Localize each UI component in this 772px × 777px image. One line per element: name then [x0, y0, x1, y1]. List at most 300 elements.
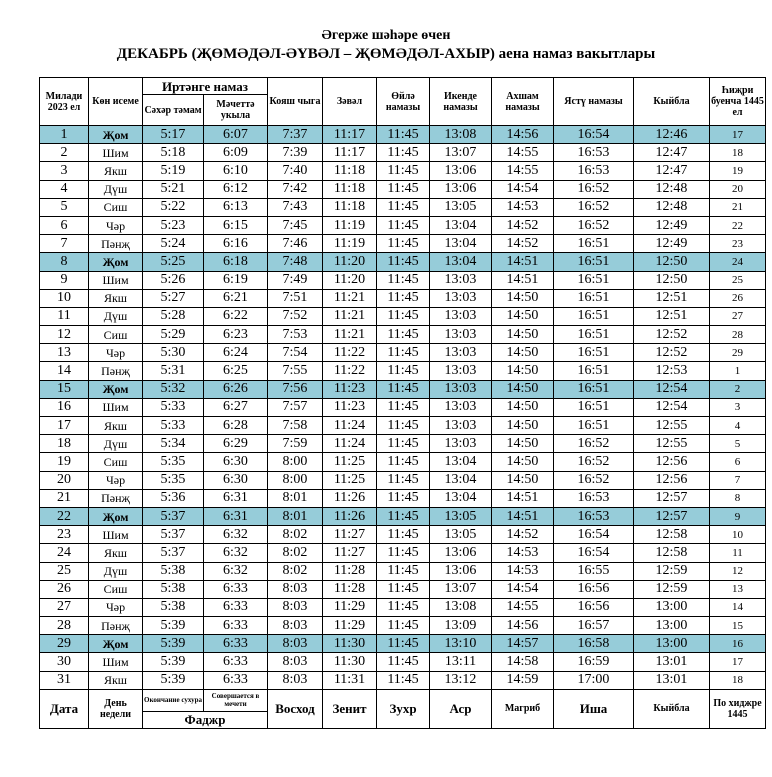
hijri-cell: 21: [710, 198, 766, 216]
date-cell: 1: [40, 126, 89, 144]
qibla-cell: 13:01: [634, 653, 710, 671]
sunrise-cell: 7:49: [268, 271, 323, 289]
day-cell: Пәнҗ: [89, 489, 143, 507]
day-cell: Дүш: [89, 180, 143, 198]
dhuhr-cell: 11:45: [377, 198, 430, 216]
day-cell: Чәр: [89, 344, 143, 362]
col-morning-group-header: Иртәнге намаз: [143, 78, 268, 95]
sunrise-cell: 7:46: [268, 235, 323, 253]
hijri-cell: 14: [710, 598, 766, 616]
mosque-cell: 6:33: [204, 635, 268, 653]
sahar-cell: 5:26: [143, 271, 204, 289]
mosque-cell: 6:33: [204, 671, 268, 689]
sunrise-cell: 8:03: [268, 635, 323, 653]
sunrise-cell: 8:03: [268, 671, 323, 689]
sunrise-cell: 8:03: [268, 653, 323, 671]
dhuhr-cell: 11:45: [377, 307, 430, 325]
dhuhr-cell: 11:45: [377, 398, 430, 416]
qibla-cell: 12:46: [634, 126, 710, 144]
asr-cell: 13:04: [430, 489, 492, 507]
qibla-cell: 12:47: [634, 144, 710, 162]
isha-cell: 16:52: [554, 435, 634, 453]
mosque-cell: 6:18: [204, 253, 268, 271]
asr-cell: 13:03: [430, 289, 492, 307]
hijri-cell: 19: [710, 162, 766, 180]
maghrib-cell: 14:51: [492, 271, 554, 289]
qibla-cell: 12:52: [634, 326, 710, 344]
dhuhr-cell: 11:45: [377, 235, 430, 253]
isha-cell: 16:51: [554, 271, 634, 289]
asr-cell: 13:06: [430, 544, 492, 562]
sahar-cell: 5:34: [143, 435, 204, 453]
hijri-cell: 7: [710, 471, 766, 489]
date-cell: 18: [40, 435, 89, 453]
maghrib-cell: 14:59: [492, 671, 554, 689]
day-cell: Шим: [89, 526, 143, 544]
sahar-cell: 5:38: [143, 580, 204, 598]
mosque-cell: 6:27: [204, 398, 268, 416]
dhuhr-cell: 11:45: [377, 671, 430, 689]
sunrise-cell: 8:02: [268, 544, 323, 562]
table-row: [40, 580, 766, 598]
zenith-cell: 11:24: [323, 435, 377, 453]
maghrib-cell: 14:50: [492, 362, 554, 380]
page-subtitle-city: Әгерже шәһәре өчен: [321, 28, 451, 43]
sahar-cell: 5:25: [143, 253, 204, 271]
day-cell: Дүш: [89, 562, 143, 580]
maghrib-cell: 14:57: [492, 635, 554, 653]
day-cell: Шим: [89, 653, 143, 671]
sunrise-cell: 8:02: [268, 562, 323, 580]
mosque-cell: 6:07: [204, 126, 268, 144]
zenith-cell: 11:24: [323, 417, 377, 435]
zenith-cell: 11:17: [323, 144, 377, 162]
col-zenith-header: Зәвәл: [323, 78, 377, 126]
mosque-cell: 6:33: [204, 653, 268, 671]
date-cell: 3: [40, 162, 89, 180]
sunrise-cell: 8:03: [268, 580, 323, 598]
day-cell: Якш: [89, 162, 143, 180]
table-row: [40, 671, 766, 689]
sahar-cell: 5:39: [143, 653, 204, 671]
sunrise-cell: 7:37: [268, 126, 323, 144]
zenith-cell: 11:20: [323, 253, 377, 271]
table-row: [40, 453, 766, 471]
hijri-cell: 4: [710, 417, 766, 435]
footer-qibla-label: Кыйбла: [634, 689, 710, 728]
sunrise-cell: 7:45: [268, 216, 323, 234]
table-footer: [40, 689, 766, 728]
date-cell: 22: [40, 507, 89, 525]
qibla-cell: 13:01: [634, 671, 710, 689]
zenith-cell: 11:31: [323, 671, 377, 689]
isha-cell: 16:51: [554, 235, 634, 253]
sahar-cell: 5:17: [143, 126, 204, 144]
col-date-header: Милади 2023 ел: [40, 78, 89, 126]
hijri-cell: 27: [710, 307, 766, 325]
date-cell: 4: [40, 180, 89, 198]
asr-cell: 13:08: [430, 598, 492, 616]
asr-cell: 13:03: [430, 417, 492, 435]
date-cell: 24: [40, 544, 89, 562]
mosque-cell: 6:31: [204, 507, 268, 525]
day-cell: Чәр: [89, 471, 143, 489]
qibla-cell: 12:50: [634, 271, 710, 289]
mosque-cell: 6:22: [204, 307, 268, 325]
day-cell: Якш: [89, 544, 143, 562]
footer-day-label: День недели: [89, 689, 143, 728]
hijri-cell: 29: [710, 344, 766, 362]
table-row: [40, 489, 766, 507]
sunrise-cell: 7:43: [268, 198, 323, 216]
zenith-cell: 11:29: [323, 598, 377, 616]
sahar-cell: 5:22: [143, 198, 204, 216]
footer-hijri-label: По хиджре 1445: [710, 689, 766, 728]
qibla-cell: 12:59: [634, 580, 710, 598]
maghrib-cell: 14:50: [492, 398, 554, 416]
qibla-cell: 12:50: [634, 253, 710, 271]
isha-cell: 16:56: [554, 580, 634, 598]
mosque-cell: 6:29: [204, 435, 268, 453]
maghrib-cell: 14:54: [492, 180, 554, 198]
date-cell: 16: [40, 398, 89, 416]
dhuhr-cell: 11:45: [377, 507, 430, 525]
dhuhr-cell: 11:45: [377, 362, 430, 380]
hijri-cell: 10: [710, 526, 766, 544]
zenith-cell: 11:28: [323, 580, 377, 598]
sahar-cell: 5:33: [143, 398, 204, 416]
mosque-cell: 6:24: [204, 344, 268, 362]
table-row: [40, 216, 766, 234]
sunrise-cell: 7:58: [268, 417, 323, 435]
isha-cell: 16:52: [554, 180, 634, 198]
mosque-cell: 6:13: [204, 198, 268, 216]
isha-cell: 16:54: [554, 544, 634, 562]
sahar-cell: 5:38: [143, 562, 204, 580]
zenith-cell: 11:30: [323, 635, 377, 653]
table-row: [40, 544, 766, 562]
hijri-cell: 28: [710, 326, 766, 344]
date-cell: 19: [40, 453, 89, 471]
zenith-cell: 11:20: [323, 271, 377, 289]
table-body: [40, 126, 766, 690]
isha-cell: 16:59: [554, 653, 634, 671]
isha-cell: 16:51: [554, 289, 634, 307]
asr-cell: 13:06: [430, 562, 492, 580]
isha-cell: 16:58: [554, 635, 634, 653]
maghrib-cell: 14:55: [492, 598, 554, 616]
asr-cell: 13:03: [430, 344, 492, 362]
asr-cell: 13:10: [430, 635, 492, 653]
day-cell: Җом: [89, 253, 143, 271]
qibla-cell: 12:58: [634, 544, 710, 562]
hijri-cell: 6: [710, 453, 766, 471]
hijri-cell: 22: [710, 216, 766, 234]
date-cell: 14: [40, 362, 89, 380]
dhuhr-cell: 11:45: [377, 253, 430, 271]
maghrib-cell: 14:50: [492, 344, 554, 362]
day-cell: Пәнҗ: [89, 617, 143, 635]
sunrise-cell: 8:00: [268, 453, 323, 471]
hijri-cell: 12: [710, 562, 766, 580]
table-row: [40, 653, 766, 671]
table-row: [40, 398, 766, 416]
asr-cell: 13:11: [430, 653, 492, 671]
date-cell: 2: [40, 144, 89, 162]
hijri-cell: 15: [710, 617, 766, 635]
day-cell: Шим: [89, 271, 143, 289]
dhuhr-cell: 11:45: [377, 289, 430, 307]
asr-cell: 13:04: [430, 453, 492, 471]
day-cell: Чәр: [89, 598, 143, 616]
zenith-cell: 11:22: [323, 362, 377, 380]
table-row: [40, 344, 766, 362]
mosque-cell: 6:33: [204, 617, 268, 635]
isha-cell: 16:52: [554, 216, 634, 234]
isha-cell: 16:51: [554, 380, 634, 398]
qibla-cell: 13:00: [634, 635, 710, 653]
sahar-cell: 5:27: [143, 289, 204, 307]
asr-cell: 13:03: [430, 362, 492, 380]
hijri-cell: 24: [710, 253, 766, 271]
isha-cell: 16:57: [554, 617, 634, 635]
maghrib-cell: 14:51: [492, 507, 554, 525]
col-sunrise-header: Кояш чыга: [268, 78, 323, 126]
date-cell: 20: [40, 471, 89, 489]
date-cell: 11: [40, 307, 89, 325]
date-cell: 9: [40, 271, 89, 289]
zenith-cell: 11:18: [323, 198, 377, 216]
maghrib-cell: 14:50: [492, 471, 554, 489]
date-cell: 13: [40, 344, 89, 362]
sahar-cell: 5:39: [143, 635, 204, 653]
date-cell: 12: [40, 326, 89, 344]
asr-cell: 13:07: [430, 144, 492, 162]
qibla-cell: 12:57: [634, 507, 710, 525]
zenith-cell: 11:19: [323, 216, 377, 234]
zenith-cell: 11:27: [323, 544, 377, 562]
zenith-cell: 11:30: [323, 653, 377, 671]
hijri-cell: 11: [710, 544, 766, 562]
day-cell: Җом: [89, 380, 143, 398]
hijri-cell: 26: [710, 289, 766, 307]
dhuhr-cell: 11:45: [377, 617, 430, 635]
mosque-cell: 6:32: [204, 562, 268, 580]
qibla-cell: 12:52: [634, 344, 710, 362]
table-row: [40, 307, 766, 325]
dhuhr-cell: 11:45: [377, 271, 430, 289]
table-row: [40, 417, 766, 435]
day-cell: Пәнҗ: [89, 235, 143, 253]
hijri-cell: 1: [710, 362, 766, 380]
footer-asr-label: Аср: [430, 689, 492, 728]
hijri-cell: 5: [710, 435, 766, 453]
sunrise-cell: 7:55: [268, 362, 323, 380]
zenith-cell: 11:18: [323, 162, 377, 180]
qibla-cell: 12:51: [634, 289, 710, 307]
col-asr-header: Икенде намазы: [430, 78, 492, 126]
isha-cell: 16:53: [554, 144, 634, 162]
date-cell: 6: [40, 216, 89, 234]
hijri-cell: 18: [710, 144, 766, 162]
maghrib-cell: 14:51: [492, 253, 554, 271]
footer-date-label: Дата: [40, 689, 89, 728]
sunrise-cell: 7:56: [268, 380, 323, 398]
zenith-cell: 11:25: [323, 471, 377, 489]
table-row: [40, 562, 766, 580]
sahar-cell: 5:28: [143, 307, 204, 325]
col-hijri-header: Һиҗри буенча 1445 ел: [710, 78, 766, 126]
table-row: [40, 235, 766, 253]
dhuhr-cell: 11:45: [377, 580, 430, 598]
qibla-cell: 12:59: [634, 562, 710, 580]
table-row: [40, 380, 766, 398]
sahar-cell: 5:37: [143, 544, 204, 562]
sunrise-cell: 8:03: [268, 598, 323, 616]
footer-mosque-label: Совершается в мечети: [204, 689, 268, 711]
zenith-cell: 11:19: [323, 235, 377, 253]
asr-cell: 13:04: [430, 235, 492, 253]
dhuhr-cell: 11:45: [377, 180, 430, 198]
col-maghrib-header: Ахшам намазы: [492, 78, 554, 126]
sunrise-cell: 8:00: [268, 471, 323, 489]
isha-cell: 16:51: [554, 362, 634, 380]
sahar-cell: 5:36: [143, 489, 204, 507]
mosque-cell: 6:28: [204, 417, 268, 435]
hijri-cell: 8: [710, 489, 766, 507]
sunrise-cell: 8:01: [268, 489, 323, 507]
sahar-cell: 5:24: [143, 235, 204, 253]
dhuhr-cell: 11:45: [377, 144, 430, 162]
isha-cell: 16:51: [554, 344, 634, 362]
sahar-cell: 5:31: [143, 362, 204, 380]
col-isha-header: Ястү намазы: [554, 78, 634, 126]
table-row: [40, 198, 766, 216]
day-cell: Сиш: [89, 326, 143, 344]
date-cell: 26: [40, 580, 89, 598]
maghrib-cell: 14:55: [492, 144, 554, 162]
mosque-cell: 6:10: [204, 162, 268, 180]
maghrib-cell: 14:52: [492, 526, 554, 544]
qibla-cell: 12:48: [634, 180, 710, 198]
isha-cell: 16:51: [554, 417, 634, 435]
footer-maghrib-label: Магриб: [492, 689, 554, 728]
date-cell: 8: [40, 253, 89, 271]
mosque-cell: 6:30: [204, 471, 268, 489]
zenith-cell: 11:27: [323, 526, 377, 544]
footer-isha-label: Иша: [554, 689, 634, 728]
maghrib-cell: 14:50: [492, 289, 554, 307]
mosque-cell: 6:21: [204, 289, 268, 307]
mosque-cell: 6:33: [204, 598, 268, 616]
table-row: [40, 435, 766, 453]
asr-cell: 13:03: [430, 271, 492, 289]
date-cell: 7: [40, 235, 89, 253]
hijri-cell: 23: [710, 235, 766, 253]
isha-cell: 16:53: [554, 489, 634, 507]
sunrise-cell: 7:48: [268, 253, 323, 271]
sahar-cell: 5:39: [143, 671, 204, 689]
sahar-cell: 5:29: [143, 326, 204, 344]
table-row: [40, 598, 766, 616]
qibla-cell: 12:51: [634, 307, 710, 325]
sunrise-cell: 7:42: [268, 180, 323, 198]
day-cell: Шим: [89, 144, 143, 162]
asr-cell: 13:03: [430, 380, 492, 398]
col-qibla-header: Кыйбла: [634, 78, 710, 126]
qibla-cell: 12:58: [634, 526, 710, 544]
sunrise-cell: 7:39: [268, 144, 323, 162]
sahar-cell: 5:35: [143, 453, 204, 471]
zenith-cell: 11:21: [323, 307, 377, 325]
day-cell: Сиш: [89, 580, 143, 598]
sahar-cell: 5:30: [143, 344, 204, 362]
day-cell: Җом: [89, 126, 143, 144]
col-sahar-header: Сәхәр тәмам: [143, 95, 204, 126]
table-row: [40, 471, 766, 489]
dhuhr-cell: 11:45: [377, 562, 430, 580]
maghrib-cell: 14:52: [492, 235, 554, 253]
table-row: [40, 144, 766, 162]
asr-cell: 13:06: [430, 180, 492, 198]
table-row: [40, 180, 766, 198]
dhuhr-cell: 11:45: [377, 435, 430, 453]
maghrib-cell: 14:52: [492, 216, 554, 234]
sunrise-cell: 7:52: [268, 307, 323, 325]
table-row: [40, 289, 766, 307]
table-row: [40, 507, 766, 525]
qibla-cell: 12:54: [634, 380, 710, 398]
table-row: [40, 635, 766, 653]
date-cell: 17: [40, 417, 89, 435]
asr-cell: 13:03: [430, 435, 492, 453]
isha-cell: 16:51: [554, 398, 634, 416]
sahar-cell: 5:39: [143, 617, 204, 635]
day-cell: Дүш: [89, 435, 143, 453]
footer-zenith-label: Зенит: [323, 689, 377, 728]
maghrib-cell: 14:50: [492, 453, 554, 471]
table-row: [40, 617, 766, 635]
dhuhr-cell: 11:45: [377, 489, 430, 507]
dhuhr-cell: 11:45: [377, 126, 430, 144]
zenith-cell: 11:29: [323, 617, 377, 635]
day-cell: Сиш: [89, 198, 143, 216]
sunrise-cell: 8:02: [268, 526, 323, 544]
dhuhr-cell: 11:45: [377, 635, 430, 653]
asr-cell: 13:04: [430, 471, 492, 489]
hijri-cell: 16: [710, 635, 766, 653]
dhuhr-cell: 11:45: [377, 326, 430, 344]
table-row: [40, 271, 766, 289]
mosque-cell: 6:15: [204, 216, 268, 234]
asr-cell: 13:07: [430, 580, 492, 598]
zenith-cell: 11:17: [323, 126, 377, 144]
date-cell: 5: [40, 198, 89, 216]
hijri-cell: 18: [710, 671, 766, 689]
asr-cell: 13:08: [430, 126, 492, 144]
sunrise-cell: 7:59: [268, 435, 323, 453]
maghrib-cell: 14:58: [492, 653, 554, 671]
asr-cell: 13:03: [430, 398, 492, 416]
sahar-cell: 5:35: [143, 471, 204, 489]
isha-cell: 16:51: [554, 307, 634, 325]
table-row: [40, 362, 766, 380]
isha-cell: 16:51: [554, 253, 634, 271]
footer-fajr-label: Фаджр: [143, 711, 268, 728]
zenith-cell: 11:25: [323, 453, 377, 471]
maghrib-cell: 14:50: [492, 417, 554, 435]
mosque-cell: 6:33: [204, 580, 268, 598]
